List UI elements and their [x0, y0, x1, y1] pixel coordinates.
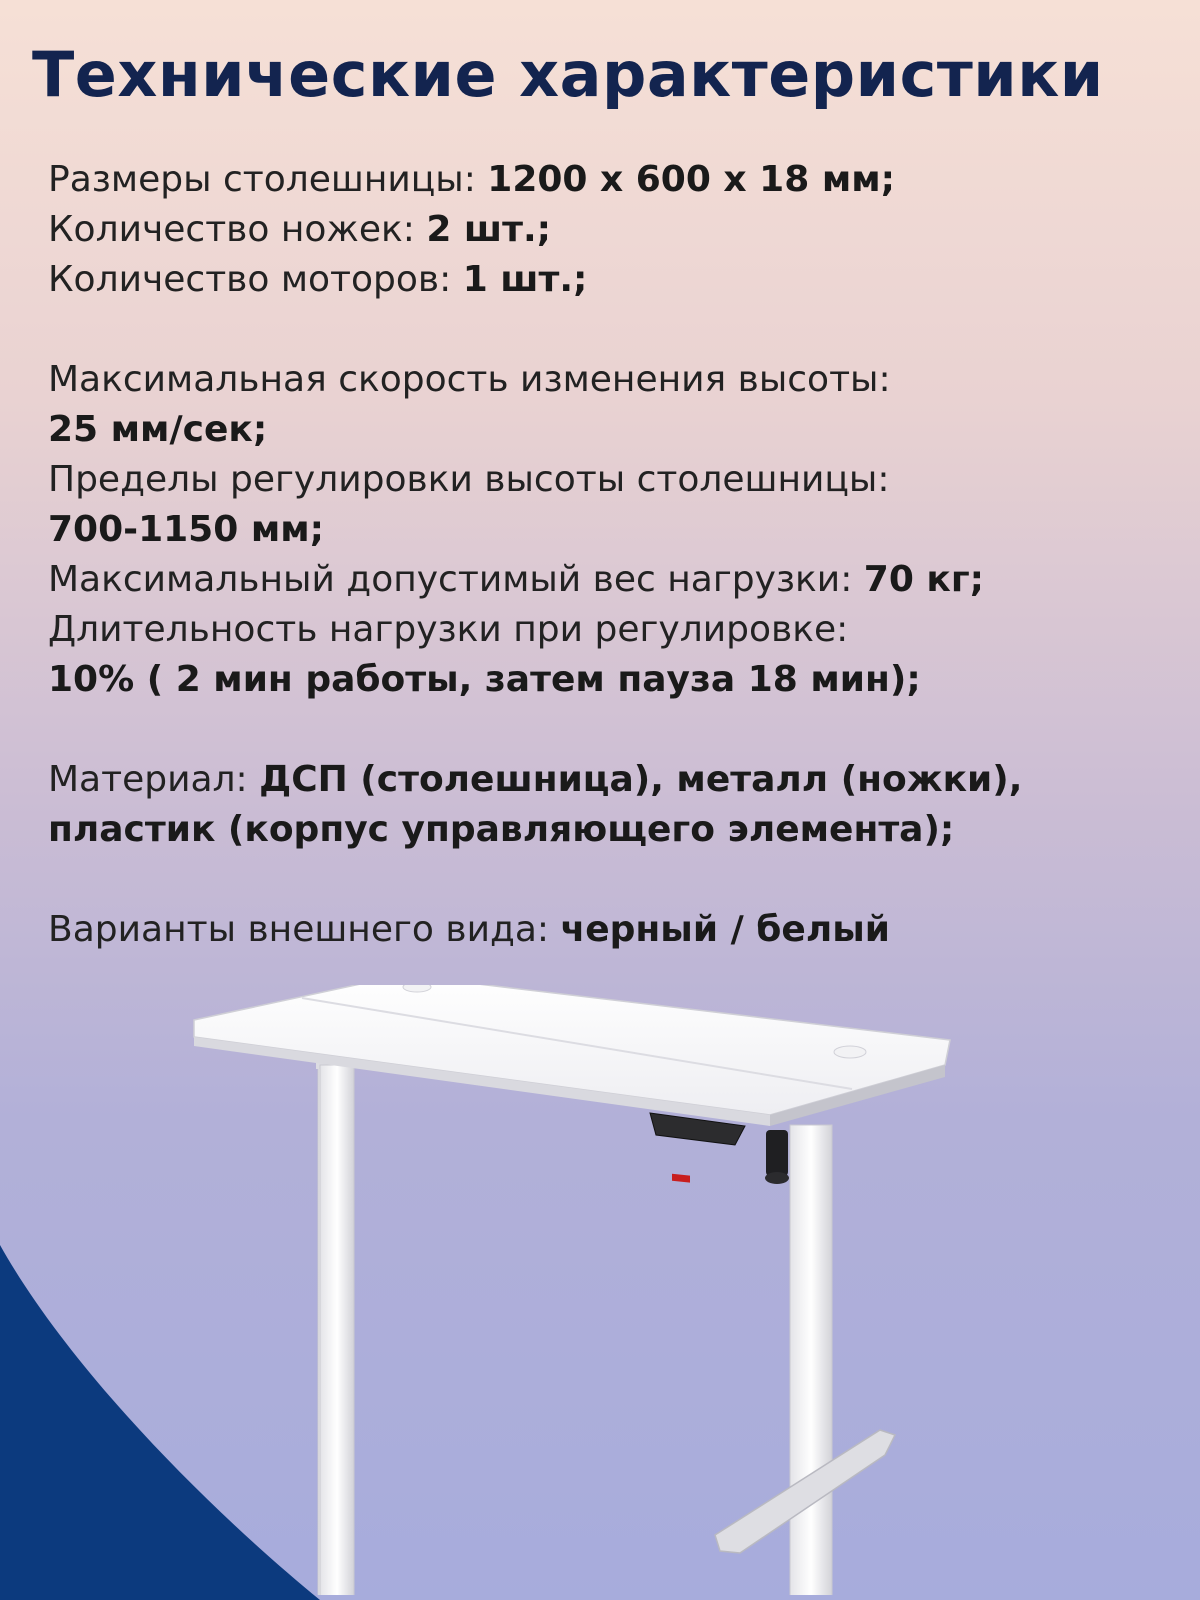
spec-max-speed-value — [48, 405, 1178, 455]
spec-value: ДСП (столешница), металл (ножки), — [259, 759, 1023, 800]
left-leg-tube — [320, 1065, 354, 1595]
spacer — [48, 305, 1178, 355]
spec-motors-count — [48, 255, 1178, 305]
spec-value: 2 шт.; — [426, 209, 552, 250]
spec-label: Количество ножек: — [48, 209, 427, 250]
spec-label: Материал: — [48, 759, 260, 800]
spec-value: 700-1150 мм; — [48, 509, 325, 550]
spacer — [48, 705, 1178, 755]
spec-label: Размеры столешницы: — [48, 159, 488, 200]
spec-material-line2 — [48, 805, 1178, 855]
spec-value: 10% ( 2 мин работы, затем пауза 18 мин); — [48, 659, 921, 700]
right-leg — [790, 1125, 832, 1595]
spec-label: Длительность нагрузки при регулировке: — [48, 609, 849, 650]
spec-label: Максимальная скорость изменения высоты: — [48, 359, 891, 400]
spec-height-range-label — [48, 455, 1178, 505]
spec-max-load — [48, 555, 1178, 605]
spec-label: Пределы регулировки высоты столешницы: — [48, 459, 890, 500]
spec-max-speed-label — [48, 355, 1178, 405]
spec-colors — [48, 905, 1178, 955]
spec-value: 1 шт.; — [462, 259, 588, 300]
motor-box — [765, 1130, 789, 1184]
spec-value: 25 мм/сек; — [48, 409, 268, 450]
product-image-desk — [180, 985, 980, 1595]
panel-display — [672, 1174, 690, 1183]
spacer — [48, 855, 1178, 905]
spec-height-range-value — [48, 505, 1178, 555]
spec-material-line1 — [48, 755, 1178, 805]
tabletop — [194, 985, 950, 1126]
control-panel — [650, 1113, 745, 1183]
spec-value: 70 кг; — [863, 559, 985, 600]
spec-duty-cycle-value — [48, 655, 1178, 705]
spec-value: 1200 x 600 x 18 мм; — [487, 159, 896, 200]
spec-label: Варианты внешнего вида: — [48, 909, 561, 950]
spec-value: пластик (корпус управляющего элемента); — [48, 809, 955, 850]
spec-tabletop-size — [48, 155, 1178, 205]
spec-legs-count — [48, 205, 1178, 255]
spec-value: черный / белый — [560, 909, 890, 950]
spec-label: Максимальный допустимый вес нагрузки: — [48, 559, 864, 600]
page-title: Технические характеристики — [32, 38, 1104, 111]
spec-label: Количество моторов: — [48, 259, 463, 300]
specs-list — [48, 155, 1178, 955]
spec-duty-cycle-label — [48, 605, 1178, 655]
